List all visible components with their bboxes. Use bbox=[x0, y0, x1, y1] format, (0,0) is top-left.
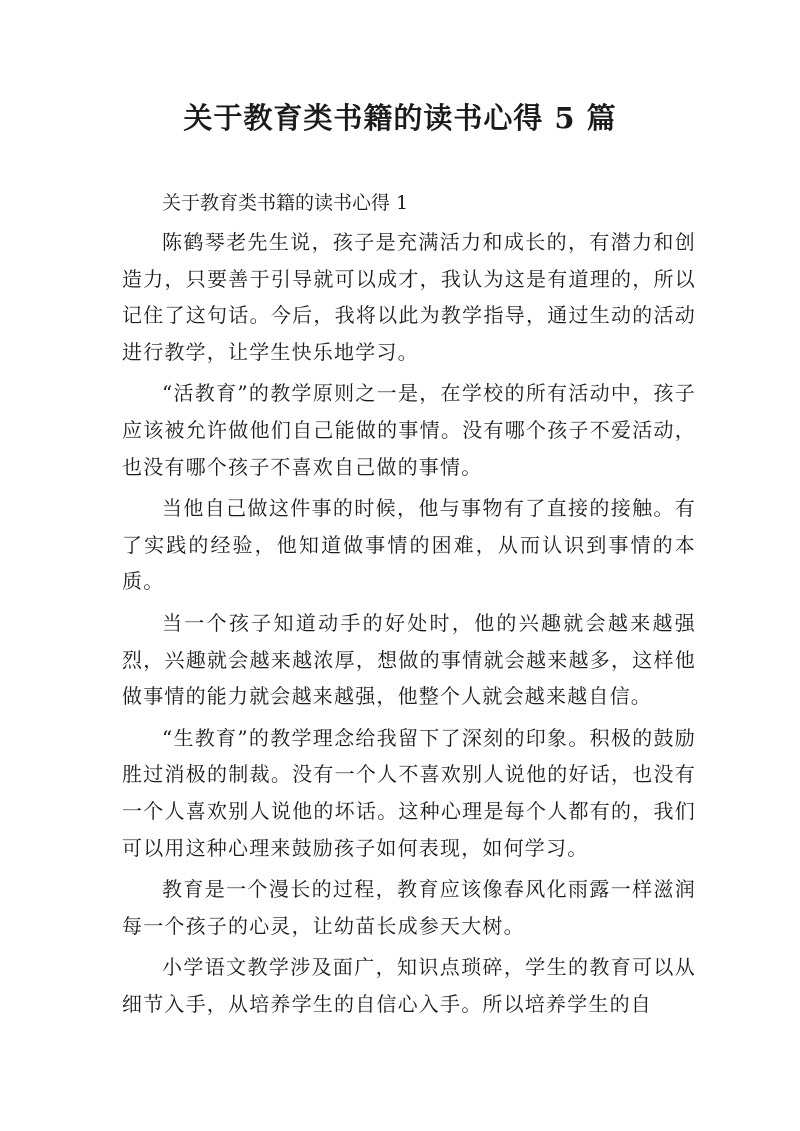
document-body bbox=[122, 182, 696, 1022]
paragraph: 当他自己做这件事的时候，他与事物有了直接的接触。有了实践的经验，他知道做事情的困难，从而认识到事情的本质。 bbox=[122, 496, 696, 594]
paragraph: 陈鹤琴老先生说，孩子是充满活力和成长的，有潜力和创造力，只要善于引导就可以成才，我认为这是有道理的，所以记住了这句话。今后，我将以此为教学指导，通过生动的活动进行教学，让学生快乐地学习。 bbox=[122, 230, 696, 364]
section-heading: 关于教育类书籍的读书心得 1 bbox=[162, 192, 409, 214]
paragraph: 当一个孩子知道动手的好处时，他的兴趣就会越来越强烈，兴趣就会越来越浓厚，想做的事情就会越来越多，这样他做事情的能力就会越来越强，他整个人就会越来越自信。 bbox=[122, 610, 696, 709]
paragraph: “活教育”的教学原则之一是，在学校的所有活动中，孩子应该被允许做他们自己能做的事情。没有哪个孩子不爱活动，也没有哪个孩子不喜欢自己做的事情。 bbox=[122, 381, 696, 479]
paragraph: “生教育”的教学理念给我留下了深刻的印象。积极的鼓励胜过消极的制裁。没有一个人不喜欢别人说他的好话，也没有一个人喜欢别人说他的坏话。这种心理是每个人都有的，我们可以用这种心理来鼓励孩子如何表现，如何学习。 bbox=[122, 725, 696, 860]
document-title: 关于教育类书籍的读书心得 5 篇 bbox=[183, 101, 617, 135]
paragraph: 小学语文教学涉及面广，知识点琐碎，学生的教育可以从细节入手，从培养学生的自信心入手。所以培养学生的自 bbox=[122, 955, 696, 1016]
paragraph: 教育是一个漫长的过程，教育应该像春风化雨露一样滋润每一个孩子的心灵，让幼苗长成参天大树。 bbox=[122, 877, 696, 938]
